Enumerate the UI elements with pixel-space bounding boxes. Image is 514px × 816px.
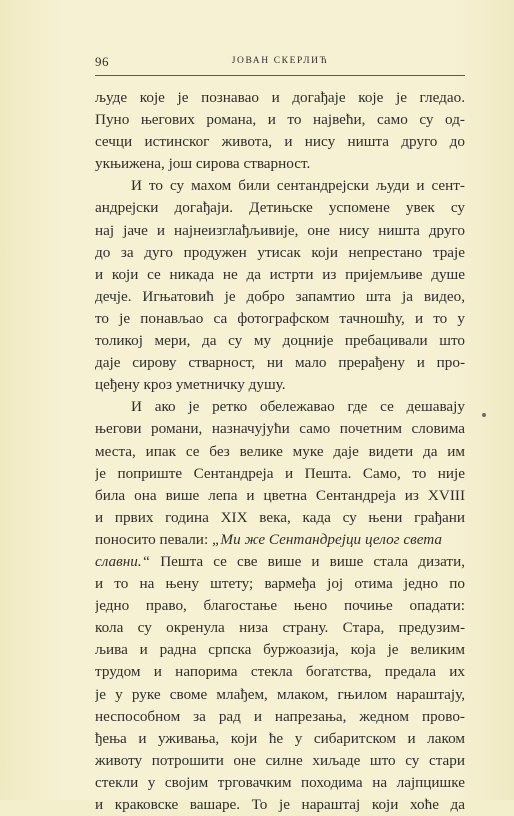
text-line: и првих година XIX века, када су њени грађани <box>95 508 465 526</box>
quoted-verse-end: славни. <box>95 552 142 570</box>
text-line: животу потрошити оне силне хиљаде што су стари <box>95 751 465 769</box>
text-line: трудом и напорима стекла богатства, предала их <box>95 663 465 681</box>
text-line: то је понављао са фотографском тачношћу, и то у <box>95 309 465 327</box>
page-number: 96 <box>95 54 109 69</box>
text-line: до за дуго продужен утисак који непрестано траје <box>95 243 465 261</box>
text-line: је у руке своме млађем, млаком, гњилом нараштају, <box>95 685 465 703</box>
text-line: и краковске вашаре. То је нараштај који хоће да <box>95 796 465 813</box>
text-line: ђења и уживања, који ће у сибаритском и лаком <box>95 729 465 747</box>
text-line: И то су махом били сентандрејски људи и сент- <box>131 177 465 195</box>
text-segment: Пешта се све више и више стала дизати, <box>160 552 465 570</box>
text-line-with-quote <box>95 551 465 573</box>
margin-mark <box>482 413 486 417</box>
text-line: и који се никада не да истрти из пријемљиве душе <box>95 265 465 283</box>
text-line: неспособном за рад и напрезања, жедном прово- <box>95 707 465 725</box>
quoted-verse: Ми же Сентандрејци целог света <box>220 530 443 548</box>
running-head: ЈОВАН СКЕРЛИЋ <box>231 56 329 66</box>
text-line: једно право, благостање њено почиње опадати: <box>95 597 465 615</box>
text-line: била она више лепа и цветна Сентандреја из XVIII <box>95 486 465 504</box>
quote-open: „ <box>211 530 221 548</box>
text-line: Пуно његових романа, и то највећи, само су од- <box>95 111 465 129</box>
header-rule <box>95 75 465 76</box>
page-header <box>95 54 465 74</box>
text-line: дечје. Игњатовић је добро запамтио шта ја видео, <box>95 287 465 305</box>
body-text <box>95 87 465 816</box>
text-line: цеђену кроз уметничку душу. <box>95 376 286 394</box>
text-line: укњижена, још сирова стварност. <box>95 155 311 173</box>
text-line: нај јаче и најнеизглађљивије, оне нису ништа друго <box>95 221 465 239</box>
text-segment: поносито певали: <box>95 530 209 548</box>
text-line-with-quote <box>95 529 465 551</box>
text-line: толикој мери, да су му доцније пребацивали што <box>95 332 465 350</box>
text-line: љива и радна српска буржоазија, која је великим <box>95 641 465 659</box>
text-line: његови романи, назначујући само почетним словима <box>95 420 465 438</box>
text-line: је поприште Сентандреја и Пешта. Само, то није <box>95 464 465 482</box>
text-line: И ако је ретко обележавао где се дешавају <box>131 398 465 416</box>
text-line: андрејски догађаји. Детињске успомене увек су <box>95 199 465 217</box>
text-line: сечци истинског живота, и нису ништа друго до <box>95 133 465 151</box>
text-line: места, ипак се без велике муке даје видети да им <box>95 442 465 460</box>
text-line: људе које је познавао и догађаје које је гледао. <box>95 89 465 106</box>
quote-close: “ <box>141 552 151 570</box>
text-line: и то на њену штету; вармеђа јој отима једно по <box>95 575 465 593</box>
text-line: даје сирову стварност, ни мало прерађену и про- <box>95 354 465 372</box>
text-line: кола су окренула низа страну. Стара, предузим- <box>95 619 465 637</box>
text-line: стекли у својим трговачким походима на лајпцишке <box>95 773 465 791</box>
